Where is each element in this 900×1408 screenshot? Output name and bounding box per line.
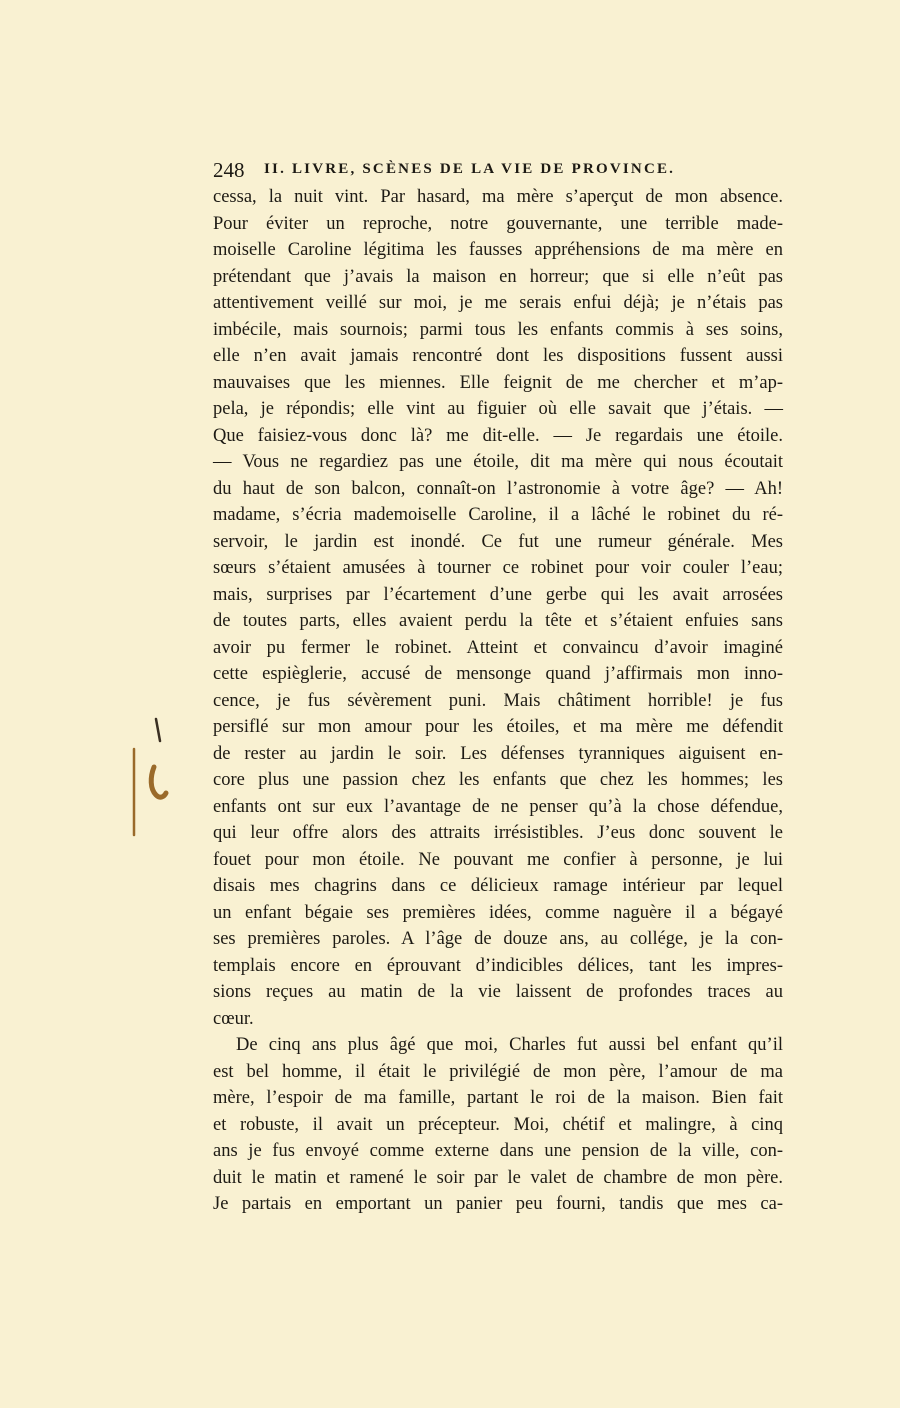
- text-line: cence, je fus sévèrement puni. Mais châtiment horrible! je fus: [213, 690, 783, 711]
- text-line: duit le matin et ramené le soir par le valet de chambre de mon père.: [213, 1167, 783, 1188]
- text-line: enfants ont sur eux l’avantage de ne penser qu’à la chose défendue,: [213, 796, 783, 817]
- text-line: Que faisiez-vous donc là? me dit-elle. — Je regardais une étoile.: [213, 425, 783, 446]
- text-line: Je partais en emportant un panier peu fourni, tandis que mes ca-: [213, 1194, 783, 1214]
- text-line: elle n’en avait jamais rencontré dont les dispositions fussent aussi: [213, 346, 783, 366]
- text-line: templais encore en éprouvant d’indicibles délices, tant les impres-: [213, 955, 783, 976]
- text-line: disais mes chagrins dans ce délicieux ramage intérieur par lequel: [213, 876, 783, 896]
- text-line: fouet pour mon étoile. Ne pouvant me confier à personne, je lui: [213, 849, 783, 870]
- text-line: attentivement veillé sur moi, je me serais enfui déjà; je n’étais pas: [213, 293, 783, 313]
- text-line: madame, s’écria mademoiselle Caroline, il a lâché le robinet du ré-: [213, 505, 783, 525]
- text-line: de rester au jardin le soir. Les défenses tyranniques aiguisent en-: [213, 743, 783, 764]
- text-line: core plus une passion chez les enfants que chez les hommes; les: [213, 770, 783, 790]
- text-line: du haut de son balcon, connaît-on l’astronomie à votre âge? — Ah!: [213, 478, 783, 499]
- text-line: cessa, la nuit vint. Par hasard, ma mère s’aperçut de mon absence.: [213, 187, 783, 207]
- page-header: [213, 158, 785, 184]
- text-line: imbécile, mais sournois; parmi tous les enfants commis à ses soins,: [213, 319, 783, 340]
- text-line: sœurs s’étaient amusées à tourner ce robinet pour voir couler l’eau;: [213, 558, 783, 578]
- text-line: sions reçues au matin de la vie laissent de profondes traces au: [213, 982, 783, 1002]
- text-line: cœur.: [213, 1008, 254, 1029]
- text-line: servoir, le jardin est inondé. Ce fut une rumeur générale. Mes: [213, 531, 783, 552]
- text-line: mais, surprises par l’écartement d’une gerbe qui les avait arrosées: [213, 584, 783, 605]
- text-line: prétendant que j’avais la maison en horreur; que si elle n’eût pas: [213, 266, 783, 287]
- text-line: ans je fus envoyé comme externe dans une pension de la ville, con-: [213, 1141, 783, 1161]
- text-line: mauvaises que les miennes. Elle feignit de me chercher et m’ap-: [213, 372, 783, 393]
- body-text: [213, 184, 783, 1218]
- text-line: est bel homme, il était le privilégié de mon père, l’amour de ma: [213, 1061, 783, 1082]
- text-line: moiselle Caroline légitima les fausses appréhensions de ma mère en: [213, 240, 783, 260]
- running-title: II. LIVRE, SCÈNES DE LA VIE DE PROVINCE.: [264, 161, 676, 177]
- text-line: et robuste, il avait un précepteur. Moi, chétif et malingre, à cinq: [213, 1114, 783, 1135]
- page-number: 248: [213, 158, 245, 182]
- text-line: Pour éviter un reproche, notre gouvernante, une terrible made-: [213, 213, 783, 234]
- text-line: cette espièglerie, accusé de mensonge quand j’affirmais mon inno-: [213, 664, 783, 684]
- text-line: de toutes parts, elles avaient perdu la tête et s’étaient enfuies sans: [213, 611, 783, 631]
- text-line: pela, je répondis; elle vint au figuier où elle savait que j’étais. —: [213, 399, 783, 419]
- text-line: mère, l’espoir de ma famille, partant le roi de la maison. Bien fait: [213, 1088, 783, 1108]
- text-line: qui leur offre alors des attraits irrésistibles. J’eus donc souvent le: [213, 823, 783, 843]
- text-line: — Vous ne regardiez pas une étoile, dit ma mère qui nous écoutait: [213, 452, 783, 472]
- text-line: De cinq ans plus âgé que moi, Charles fut aussi bel enfant qu’il: [236, 1035, 783, 1055]
- text-line: ses premières paroles. A l’âge de douze ans, au collége, je la con-: [213, 929, 783, 949]
- text-line: persiflé sur mon amour pour les étoiles, et ma mère me défendit: [213, 717, 783, 737]
- text-line: avoir pu fermer le robinet. Atteint et convaincu d’avoir imaginé: [213, 637, 783, 658]
- margin-annotation-marks: [120, 715, 180, 845]
- text-line: un enfant bégaie ses premières idées, comme naguère il a bégayé: [213, 902, 783, 923]
